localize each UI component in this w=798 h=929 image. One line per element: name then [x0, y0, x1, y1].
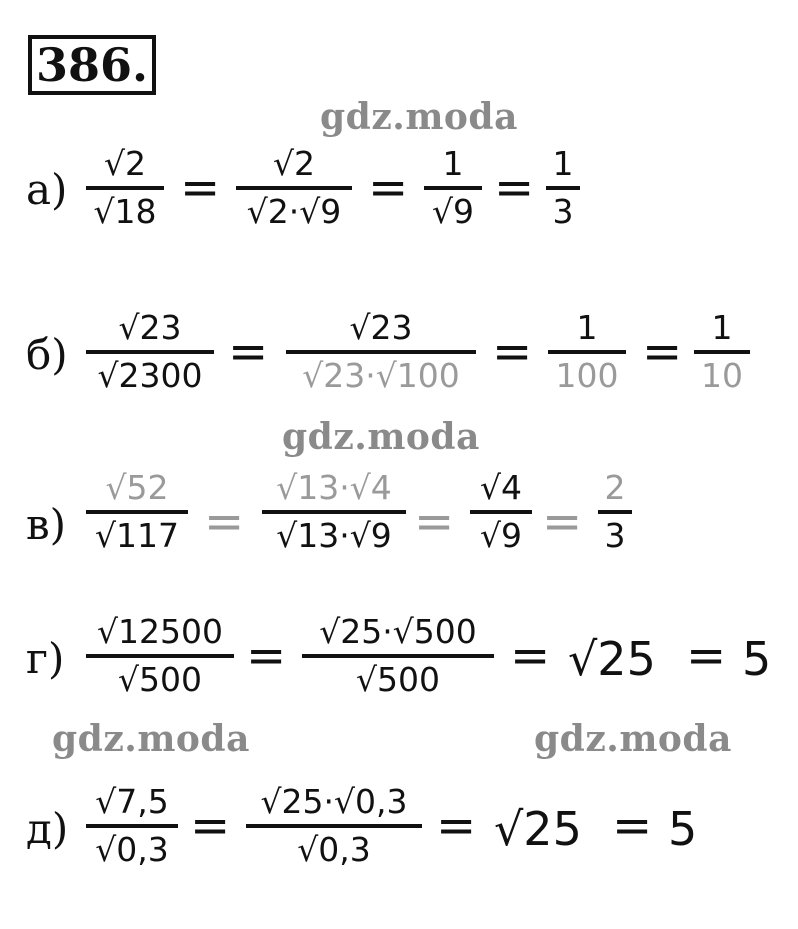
numerator: √25·√500 — [319, 612, 477, 651]
denominator: √500 — [86, 654, 234, 702]
fraction — [548, 306, 626, 398]
row-label: в) — [26, 500, 67, 549]
equals-sign: = — [542, 494, 583, 550]
denominator: √9 — [470, 510, 532, 558]
numerator: √23 — [349, 308, 413, 347]
equals-sign: = — [204, 494, 245, 550]
equals-sign: = — [612, 798, 653, 854]
fraction — [286, 306, 476, 398]
fraction — [86, 780, 178, 872]
numerator: 2 — [604, 468, 626, 507]
numerator: √25·√0,3 — [260, 782, 408, 821]
fraction — [262, 466, 406, 558]
denominator: √2·√9 — [236, 186, 352, 234]
fraction — [86, 142, 164, 234]
watermark: gdz.moda — [320, 96, 518, 138]
equals-sign: = — [190, 798, 231, 854]
numerator: √12500 — [96, 612, 223, 651]
numerator: 1 — [442, 144, 464, 183]
numerator: √7,5 — [95, 782, 169, 821]
row-label: а) — [26, 165, 68, 214]
fraction — [246, 780, 422, 872]
equals-sign: = — [180, 160, 221, 216]
numerator: 1 — [552, 144, 574, 183]
root-value: √25 — [494, 802, 582, 856]
equals-sign: = — [436, 798, 477, 854]
fraction — [694, 306, 750, 398]
fraction — [302, 610, 494, 702]
equals-sign: = — [228, 324, 269, 380]
result-value: 5 — [668, 802, 698, 856]
denominator: √9 — [424, 186, 482, 234]
denominator: √2300 — [86, 350, 214, 398]
denominator: 100 — [548, 350, 626, 398]
problem-number: 386. — [28, 35, 156, 95]
fraction — [470, 466, 532, 558]
fraction — [236, 142, 352, 234]
root-value: √25 — [568, 632, 656, 686]
numerator: √13·√4 — [276, 468, 392, 507]
numerator: 1 — [711, 308, 733, 347]
denominator: 10 — [694, 350, 750, 398]
denominator: √0,3 — [246, 824, 422, 872]
denominator: √117 — [86, 510, 188, 558]
numerator: √52 — [105, 468, 169, 507]
denominator: √0,3 — [86, 824, 178, 872]
row-label: б) — [26, 330, 68, 379]
equals-sign: = — [510, 628, 551, 684]
watermark: gdz.moda — [534, 718, 732, 760]
denominator: √13·√9 — [262, 510, 406, 558]
watermark: gdz.moda — [52, 718, 250, 760]
fraction — [424, 142, 482, 234]
fraction — [86, 466, 188, 558]
denominator: 3 — [546, 186, 580, 234]
equals-sign: = — [686, 628, 727, 684]
numerator: √4 — [479, 468, 523, 507]
fraction — [86, 610, 234, 702]
watermark: gdz.moda — [282, 416, 480, 458]
fraction — [598, 466, 632, 558]
numerator: 1 — [576, 308, 598, 347]
denominator: √18 — [86, 186, 164, 234]
row-label: д) — [26, 804, 69, 853]
equals-sign: = — [368, 160, 409, 216]
numerator: √2 — [272, 144, 316, 183]
denominator: 3 — [598, 510, 632, 558]
fraction — [546, 142, 580, 234]
fraction — [86, 306, 214, 398]
equals-sign: = — [246, 628, 287, 684]
denominator: √500 — [302, 654, 494, 702]
numerator: √23 — [118, 308, 182, 347]
row-label: г) — [26, 634, 65, 683]
numerator: √2 — [103, 144, 147, 183]
result-value: 5 — [742, 632, 772, 686]
equals-sign: = — [492, 324, 533, 380]
equals-sign: = — [414, 494, 455, 550]
equals-sign: = — [642, 324, 683, 380]
denominator: √23·√100 — [286, 350, 476, 398]
equals-sign: = — [494, 160, 535, 216]
